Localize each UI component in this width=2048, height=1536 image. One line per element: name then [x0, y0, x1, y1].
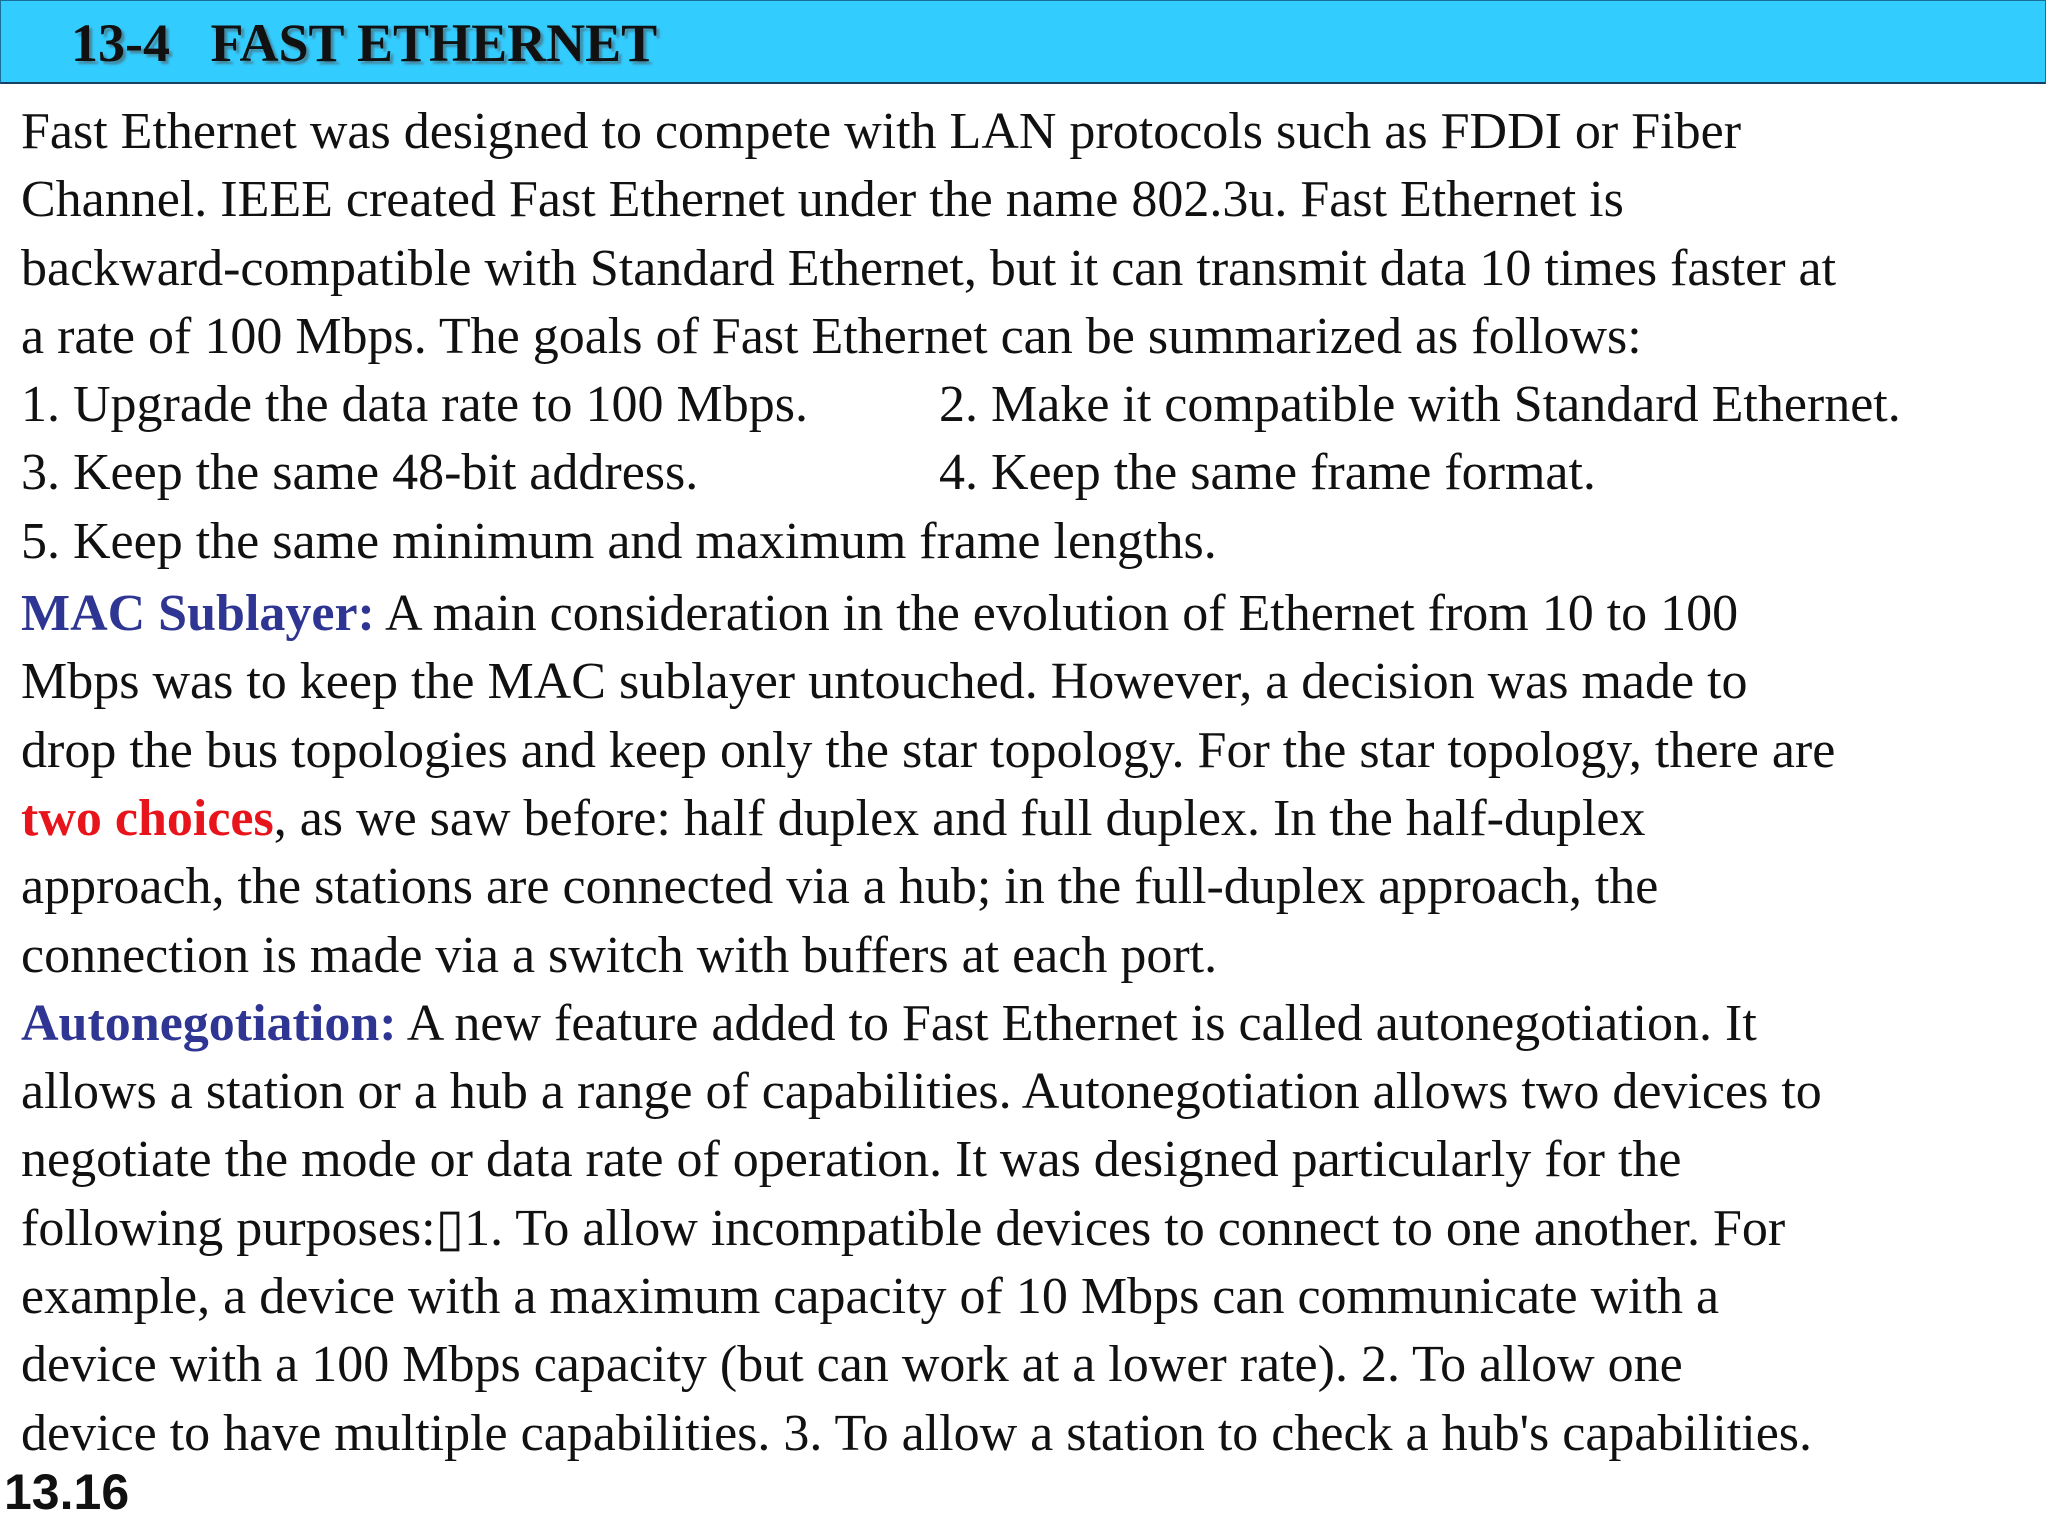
goal-item: 5. Keep the same minimum and maximum frame lengths.	[21, 512, 1217, 570]
autoneg-paragraph-line: following purposes:▯1. To allow incompatible devices to connect to one another. For	[21, 1199, 1786, 1257]
mac-text: , as we saw before: half duplex and full duplex. In the half-duplex	[273, 789, 1646, 847]
mac-paragraph-line: Mbps was to keep the MAC sublayer untouched. However, a decision was made to	[21, 653, 1748, 711]
autoneg-paragraph-line: device to have multiple capabilities. 3. To allow a station to check a hub's capabilities.	[21, 1404, 1813, 1462]
goals-row	[21, 508, 2031, 576]
goals-row	[21, 371, 2031, 439]
goal-item: 2. Make it compatible with Standard Ethernet.	[939, 376, 1901, 434]
autoneg-paragraph-line: device with a 100 Mbps capacity (but can work at a lower rate). 2. To allow one	[21, 1336, 1683, 1394]
autoneg-paragraph-line	[21, 990, 2031, 1058]
intro-line: Channel. IEEE created Fast Ethernet under the name 802.3u. Fast Ethernet is	[21, 171, 1624, 229]
slide-title-bar	[0, 0, 2046, 84]
mac-paragraph-line: drop the bus topologies and keep only the star topology. For the star topology, there are	[21, 721, 1836, 779]
slide-title: 13-4 FAST ETHERNET	[71, 13, 658, 73]
goals-row	[21, 439, 2031, 507]
autoneg-paragraph-line: example, a device with a maximum capacity of 10 Mbps can communicate with a	[21, 1268, 1720, 1326]
goal-item: 1. Upgrade the data rate to 100 Mbps.	[21, 376, 809, 434]
mac-text: A main consideration in the evolution of Ethernet from 10 to 100	[374, 585, 1739, 643]
slide-body	[21, 98, 2031, 1468]
goal-item: 4. Keep the same frame format.	[939, 444, 1596, 502]
intro-line: backward-compatible with Standard Ethernet, but it can transmit data 10 times faster at	[21, 239, 1837, 297]
slide-number: 13.16	[4, 1464, 130, 1520]
intro-line: Fast Ethernet was designed to compete with LAN protocols such as FDDI or Fiber	[21, 103, 1742, 160]
autoneg-paragraph-line: negotiate the mode or data rate of operation. It was designed particularly for the	[21, 1131, 1682, 1189]
autonegotiation-heading: Autonegotiation:	[21, 994, 397, 1052]
autoneg-paragraph-line: allows a station or a hub a range of capabilities. Autonegotiation allows two devices to	[21, 1063, 1822, 1121]
two-choices-emphasis: two choices	[21, 789, 274, 847]
intro-line: a rate of 100 Mbps. The goals of Fast Ethernet can be summarized as follows:	[21, 307, 1642, 365]
goal-item: 3. Keep the same 48-bit address.	[21, 444, 699, 502]
mac-paragraph-line	[21, 785, 2031, 853]
mac-paragraph-line: approach, the stations are connected via a hub; in the full-duplex approach, the	[21, 858, 1659, 916]
mac-sublayer-heading: MAC Sublayer:	[21, 585, 375, 643]
mac-paragraph-line: connection is made via a switch with buffers at each port.	[21, 926, 1218, 984]
autoneg-text: A new feature added to Fast Ethernet is called autonegotiation. It	[396, 994, 1757, 1052]
mac-paragraph-line	[21, 580, 2031, 648]
